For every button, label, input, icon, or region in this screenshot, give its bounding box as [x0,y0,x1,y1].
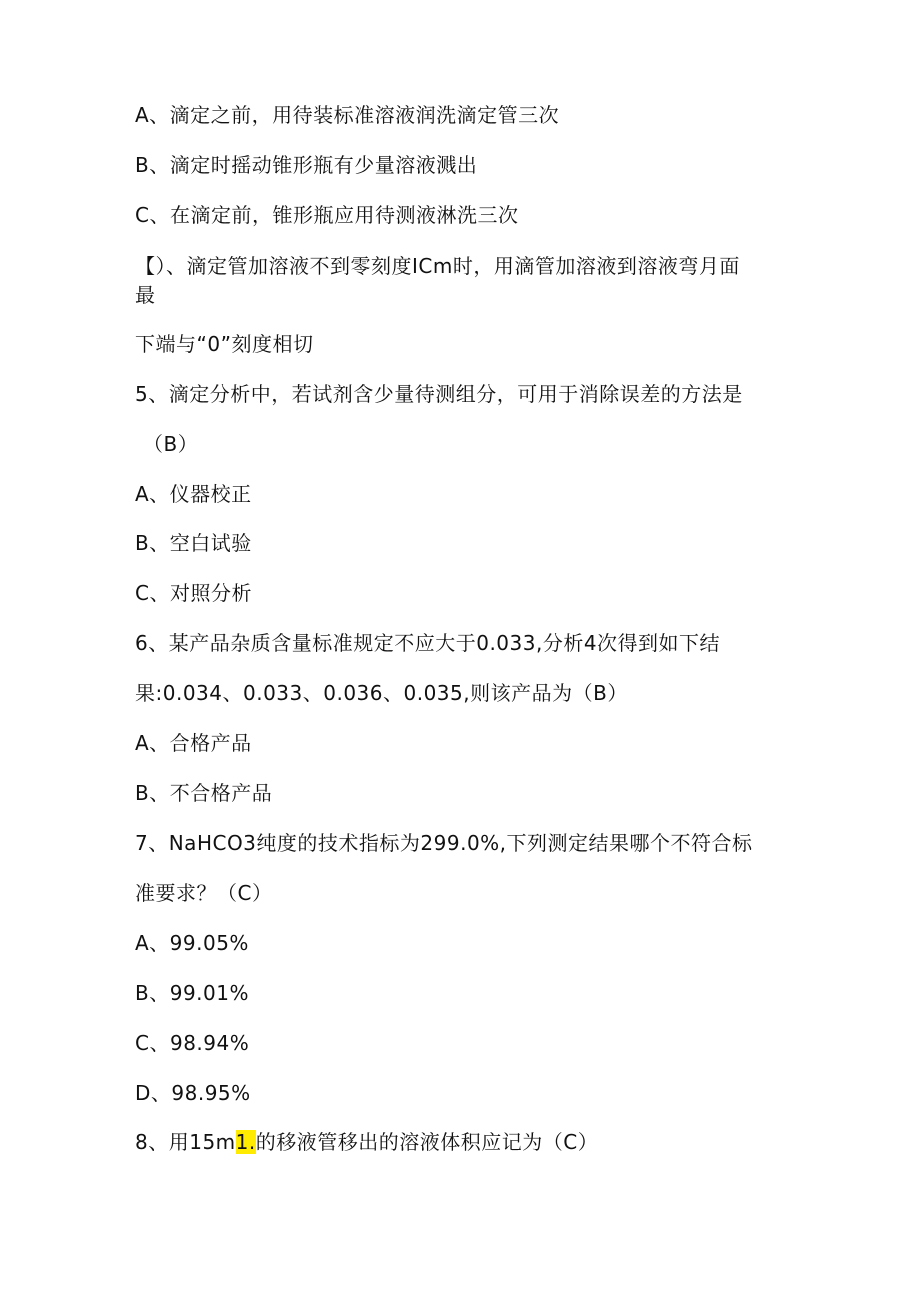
option-line: C、对照分析 [135,581,252,605]
option-line: A、仪器校正 [135,482,252,506]
question-line: 7、NaHCO3纯度的技术指标为299.0%,下列测定结果哪个不符合标 [135,831,753,855]
option-line: B、99.01% [135,981,249,1005]
option-line: B、滴定时摇动锥形瓶有少量溶液溅出 [135,153,478,177]
option-line: C、在滴定前，锥形瓶应用待测液淋洗三次 [135,203,519,227]
text-line: 最 [135,283,156,307]
question-line: 5、滴定分析中，若试剂含少量待测组分，可用于消除误差的方法是 [135,382,743,406]
option-line: A、99.05% [135,931,249,955]
option-line: A、滴定之前，用待装标准溶液润洗滴定管三次 [135,103,560,127]
option-line: D、98.95% [135,1081,251,1105]
text-line: 下端与“0”刻度相切 [135,332,314,356]
text-segment: 8、用15m [135,1130,236,1154]
question-line: 果:0.034、0.033、0.036、0.035,则该产品为（B） [135,681,628,705]
question-line [135,1130,795,1154]
question-line: 6、某产品杂质含量标准规定不应大于0.033,分析4次得到如下结 [135,631,721,655]
option-line: B、不合格产品 [135,781,273,805]
option-line: 【）、滴定管加溶液不到零刻度ICm时，用滴管加溶液到溶液弯月面 [135,254,740,278]
option-line: B、空白试验 [135,531,252,555]
option-line: A、合格产品 [135,731,252,755]
option-line: C、98.94% [135,1031,250,1055]
highlighted-text: 1. [235,1130,256,1154]
question-line: 准要求？（C） [135,881,273,905]
text-segment: 的移液管移出的溶液体积应记为（C） [255,1130,599,1154]
answer-line: （B） [143,432,199,456]
